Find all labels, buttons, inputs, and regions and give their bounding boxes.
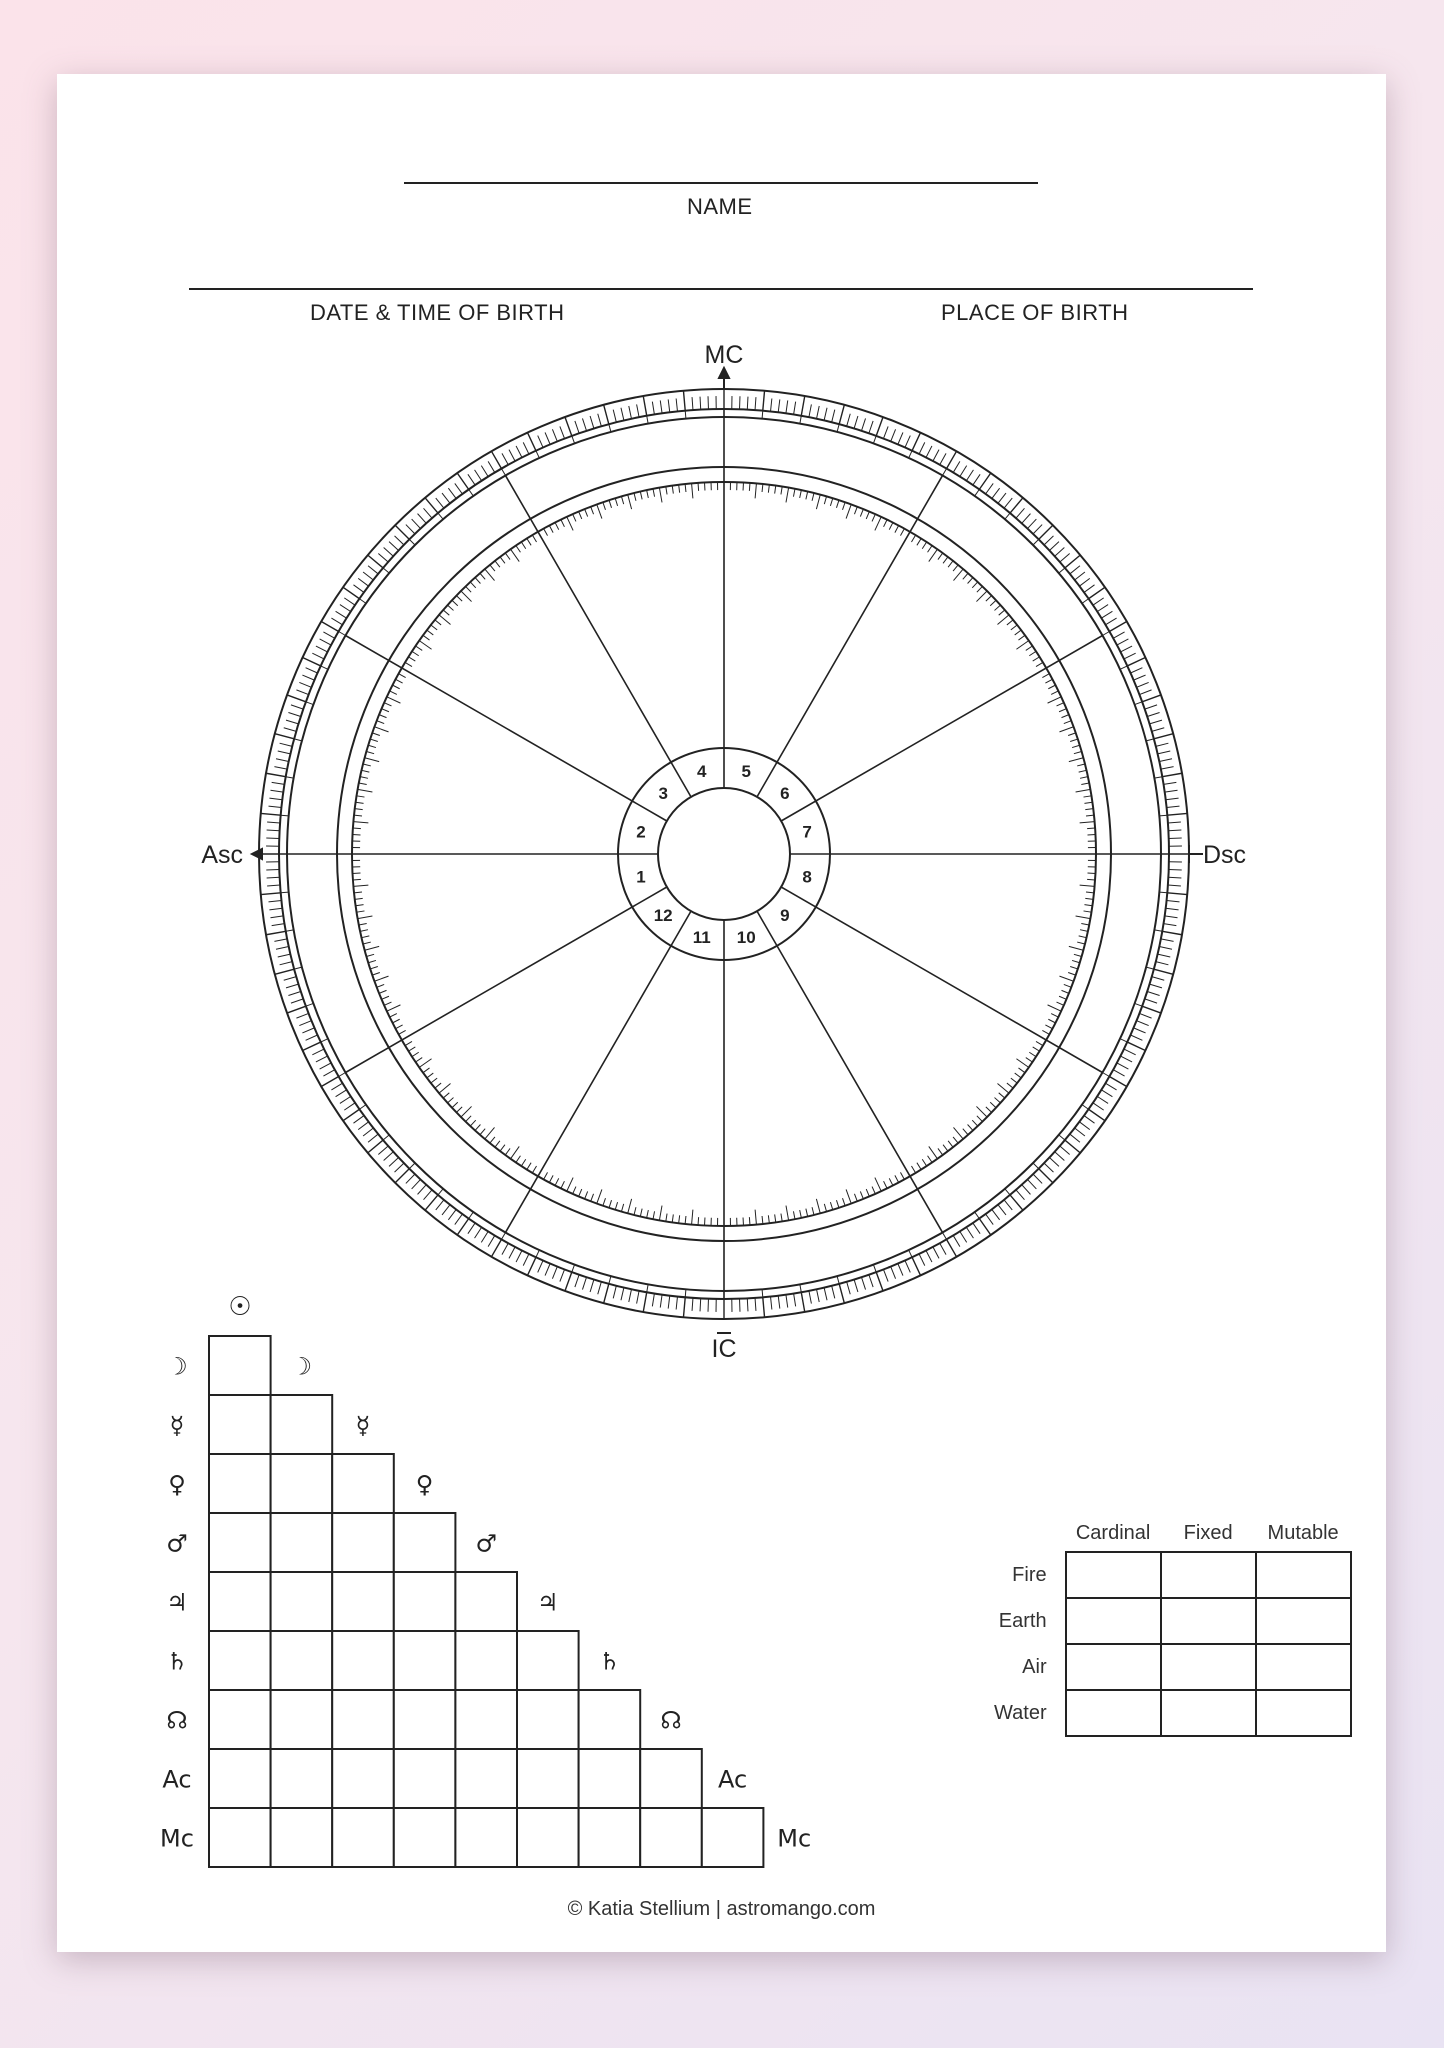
house-number: 6 (780, 784, 790, 804)
name-label: NAME (687, 194, 753, 219)
aspect-cell[interactable] (640, 1749, 702, 1808)
col-mutable: Mutable (1267, 1522, 1339, 1544)
date-time-label: DATE & TIME OF BIRTH (310, 300, 565, 325)
aspect-cell[interactable] (332, 1572, 394, 1631)
aspect-cell[interactable] (702, 1808, 764, 1867)
aspect-diagonal-label: ☽ (290, 1352, 313, 1381)
aspect-cell[interactable] (455, 1808, 517, 1867)
table-cell[interactable] (1161, 1598, 1256, 1644)
footer-credit: © Katia Stellium | astromango.com (567, 1898, 876, 1920)
aspect-cell[interactable] (517, 1690, 579, 1749)
table-cell[interactable] (1256, 1552, 1351, 1598)
aspect-row-label: Ac (162, 1765, 192, 1794)
aspect-cell[interactable] (394, 1690, 456, 1749)
aspect-diagonal-label: ♄ (598, 1647, 621, 1676)
sun-symbol: ☉ (228, 1292, 252, 1322)
house-number: 9 (780, 905, 790, 925)
aspect-cell[interactable] (271, 1513, 333, 1572)
aspect-row-label: ♀ (168, 1470, 186, 1499)
aspect-cell[interactable] (517, 1749, 579, 1808)
aspect-cell[interactable] (209, 1749, 271, 1808)
aspect-diagonal-label: ♃ (537, 1588, 559, 1617)
table-cell[interactable] (1066, 1690, 1161, 1736)
row-water: Water (994, 1701, 1047, 1724)
aspect-cell[interactable] (394, 1749, 456, 1808)
aspect-cell[interactable] (394, 1631, 456, 1690)
chart-worksheet-page (57, 74, 1386, 1952)
aspect-cell[interactable] (332, 1454, 394, 1513)
table-cell[interactable] (1161, 1690, 1256, 1736)
aspect-cell[interactable] (332, 1749, 394, 1808)
aspect-cell[interactable] (209, 1631, 271, 1690)
aspect-cell[interactable] (209, 1513, 271, 1572)
aspect-cell[interactable] (271, 1808, 333, 1867)
aspect-cell[interactable] (517, 1808, 579, 1867)
house-number: 10 (736, 928, 756, 948)
aspect-row-label: ☽ (166, 1352, 188, 1381)
mc-label: MC (704, 341, 744, 369)
table-cell[interactable] (1066, 1598, 1161, 1644)
aspect-cell[interactable] (332, 1690, 394, 1749)
aspect-cell[interactable] (579, 1808, 641, 1867)
aspect-row-label: ♄ (166, 1647, 188, 1676)
aspect-cell[interactable] (271, 1395, 333, 1454)
aspect-cell[interactable] (332, 1513, 394, 1572)
table-cell[interactable] (1161, 1552, 1256, 1598)
aspect-diagonal-label: Mc (777, 1824, 812, 1853)
house-number: 4 (697, 761, 707, 781)
asc-label: Asc (201, 841, 243, 869)
table-cell[interactable] (1066, 1552, 1161, 1598)
ic-label: IC (711, 1335, 737, 1363)
aspect-cell[interactable] (640, 1808, 702, 1867)
table-cell[interactable] (1066, 1644, 1161, 1690)
aspect-cell[interactable] (271, 1572, 333, 1631)
aspect-diagonal-label: ☊ (660, 1706, 682, 1735)
aspect-cell[interactable] (455, 1749, 517, 1808)
aspect-diagonal-label: ♂ (475, 1529, 497, 1558)
aspect-diagonal-label: Ac (717, 1765, 748, 1794)
aspect-cell[interactable] (517, 1631, 579, 1690)
aspect-cell[interactable] (209, 1572, 271, 1631)
house-number: 1 (636, 867, 646, 887)
table-cell[interactable] (1256, 1690, 1351, 1736)
place-label: PLACE OF BIRTH (941, 300, 1129, 325)
aspect-cell[interactable] (209, 1395, 271, 1454)
aspect-cell[interactable] (455, 1572, 517, 1631)
aspect-diagonal-label: ☿ (355, 1411, 371, 1440)
aspect-row-label: ♃ (166, 1588, 188, 1617)
house-number: 3 (658, 784, 668, 804)
aspect-cell[interactable] (209, 1808, 271, 1867)
house-number: 2 (636, 822, 646, 842)
table-cell[interactable] (1161, 1644, 1256, 1690)
house-number: 8 (802, 867, 812, 887)
aspect-cell[interactable] (332, 1808, 394, 1867)
aspect-row-label: ☿ (169, 1411, 185, 1440)
row-air: Air (1022, 1655, 1047, 1678)
aspect-cell[interactable] (332, 1631, 394, 1690)
modality-element-table (993, 1504, 1352, 1737)
table-cell[interactable] (1256, 1598, 1351, 1644)
house-number: 11 (692, 928, 711, 948)
house-number: 5 (741, 761, 751, 781)
row-earth: Earth (998, 1609, 1047, 1632)
aspect-cell[interactable] (394, 1572, 456, 1631)
aspect-cell[interactable] (455, 1631, 517, 1690)
house-number: 7 (802, 822, 812, 842)
aspect-cell[interactable] (209, 1690, 271, 1749)
aspect-cell[interactable] (271, 1454, 333, 1513)
aspect-diagonal-label: ♀ (415, 1470, 434, 1499)
aspect-cell[interactable] (271, 1690, 333, 1749)
aspect-cell[interactable] (455, 1690, 517, 1749)
aspect-cell[interactable] (271, 1631, 333, 1690)
dsc-label: Dsc (1203, 841, 1247, 869)
aspect-cell[interactable] (579, 1749, 641, 1808)
house-number: 12 (653, 905, 673, 925)
aspect-cell[interactable] (271, 1749, 333, 1808)
aspect-cell[interactable] (579, 1690, 641, 1749)
aspect-row-label: Mc (160, 1824, 194, 1853)
table-corner (993, 1504, 1066, 1552)
aspect-row-label: ♂ (166, 1529, 188, 1558)
aspect-cell[interactable] (394, 1808, 456, 1867)
table-cell[interactable] (1256, 1644, 1351, 1690)
aspect-cell[interactable] (394, 1513, 456, 1572)
aspect-cell[interactable] (209, 1454, 271, 1513)
row-fire: Fire (1012, 1563, 1047, 1586)
col-cardinal: Cardinal (1075, 1522, 1151, 1544)
aspect-row-label: ☊ (166, 1706, 188, 1735)
col-fixed: Fixed (1183, 1522, 1233, 1544)
aspect-cell[interactable] (209, 1336, 271, 1395)
